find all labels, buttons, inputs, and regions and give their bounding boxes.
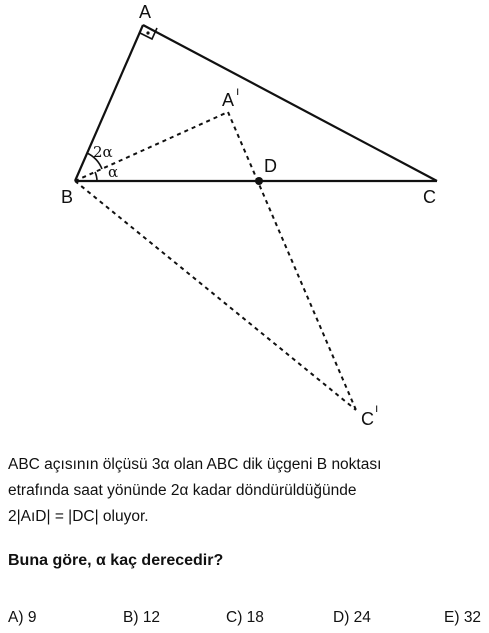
option-a-letter: A) [8, 609, 24, 626]
label-c: C [423, 187, 436, 207]
label-d: D [264, 156, 277, 176]
label-a-prime-mark: ı [236, 84, 240, 98]
problem-statement [8, 452, 483, 530]
problem-line-1: ABC açısının ölçüsü 3α olan ABC dik üçgeni B noktası [8, 456, 382, 473]
option-b-letter: B) [123, 609, 139, 626]
option-a[interactable] [8, 609, 36, 627]
point-d-dot [255, 177, 263, 185]
problem-line-3: 2|AıD| = |DC| oluyor. [8, 508, 149, 525]
label-a-prime: A [222, 90, 235, 110]
option-b-value: 12 [142, 609, 161, 626]
angle-label-alpha: α [108, 163, 119, 181]
angle-arc-alpha [95, 172, 97, 181]
option-e-letter: E) [444, 609, 460, 626]
option-c-letter: C) [226, 609, 243, 626]
option-d-letter: D) [333, 609, 350, 626]
option-d-value: 24 [353, 609, 371, 626]
segment-bc-prime [75, 181, 356, 410]
option-e-value: 32 [463, 609, 482, 626]
problem-line-2: etrafında saat yönünde 2α kadar döndürüldüğünde [8, 482, 357, 499]
option-a-value: 9 [27, 609, 37, 626]
label-a: A [139, 2, 152, 22]
label-c-prime: C [361, 409, 374, 429]
right-angle-dot [146, 31, 149, 34]
answer-options [8, 609, 483, 631]
angle-label-2alpha: 2α [93, 143, 113, 161]
option-b[interactable] [123, 609, 160, 627]
segment-a-prime-c-prime [228, 112, 356, 410]
label-b: B [61, 187, 74, 207]
segment-ac [143, 25, 437, 181]
option-c[interactable] [226, 609, 264, 627]
option-e[interactable] [444, 609, 481, 627]
label-c-prime-mark: ı [375, 401, 379, 415]
question-text: Buna göre, α kaç derecedir? [8, 552, 224, 569]
option-d[interactable] [333, 609, 371, 627]
option-c-value: 18 [246, 609, 264, 626]
